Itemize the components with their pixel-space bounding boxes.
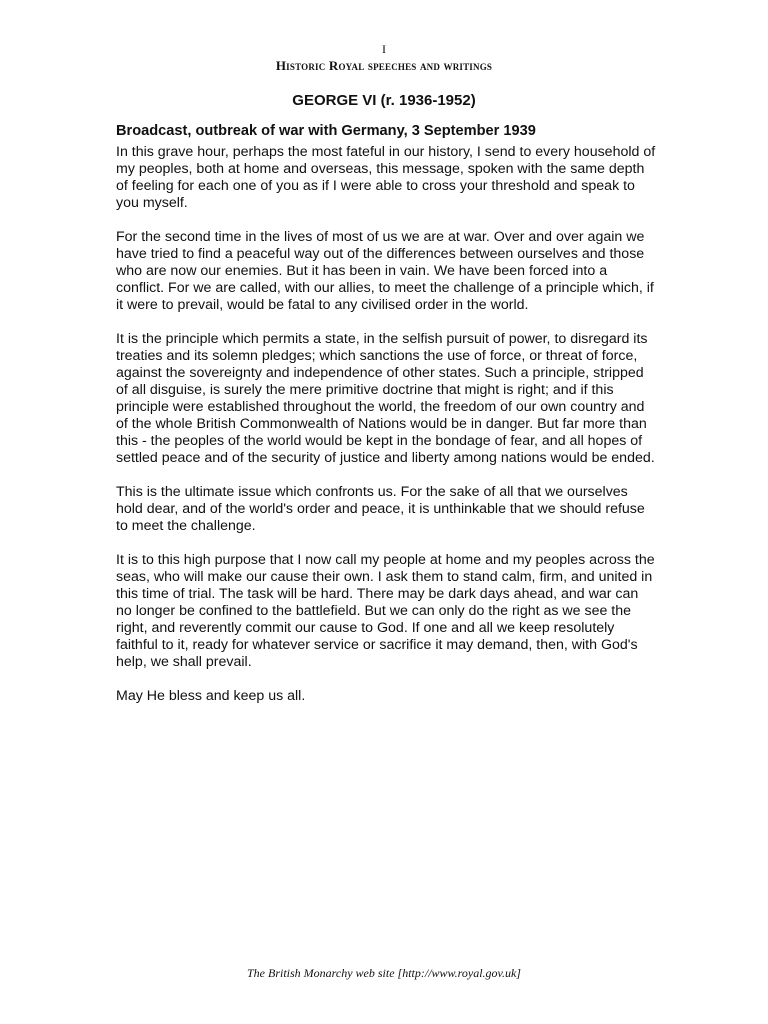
speech-title: Broadcast, outbreak of war with Germany, 3 September 1939 bbox=[116, 123, 536, 139]
monarch-heading: GEORGE VI (r. 1936-1952) bbox=[292, 92, 476, 109]
speech-paragraph: This is the ultimate issue which confronts us. For the sake of all that we ourselves hold dear, and of the world's order and peace, it is unthinkable that we should refuse to meet the challenge. bbox=[116, 484, 645, 534]
page-footer: The British Monarchy web site [http://www.royal.gov.uk] bbox=[247, 966, 521, 980]
speech-paragraph: For the second time in the lives of most of us we are at war. Over and over again we have tried to find a peaceful way out of the differences between ourselves and those who are now our enemies. But it has been in vain. We have been forced into a conflict. For we are called, with our allies, to meet the challenge of a principle which, if it were to prevail, would be fatal to any civilised order in the world. bbox=[116, 229, 654, 313]
speech-paragraph: In this grave hour, perhaps the most fateful in our history, I send to every household of my peoples, both at home and overseas, this message, spoken with the same depth of feeling for each one of you as if I were able to cross your threshold and speak to you myself. bbox=[116, 144, 656, 211]
speech-paragraph: It is the principle which permits a state, in the selfish pursuit of power, to disregard its treaties and its solemn pledges; which sanctions the use of force, or threat of force, against the sovereignty and independence of other states. Such a principle, stripped of all disguise, is surely the mere primitive doctrine that might is right; and if this principle were established throughout the world, the freedom of our own country and of the whole British Commonwealth of Nations would be in danger. But far more than this - the peoples of the world would be kept in the bondage of fear, and all hopes of settled peace and of the security of justice and liberty among nations would be ended. bbox=[116, 331, 655, 466]
collection-title: Historic Royal speeches and writings bbox=[275, 58, 493, 73]
speech-paragraph: It is to this high purpose that I now call my people at home and my peoples across the seas, who will make our cause their own. I ask them to stand calm, firm, and united in this time of trial. The task will be hard. There may be dark days ahead, and war can no longer be confined to the battlefield. But we can only do the right as we see the right, and reverently commit our cause to God. If one and all we keep resolutely faithful to it, ready for whatever service or sacrifice it may demand, then, with God's help, we shall prevail. bbox=[116, 552, 655, 670]
page-number: I bbox=[382, 42, 386, 56]
speech-paragraph: May He bless and keep us all. bbox=[116, 688, 306, 704]
speech-content bbox=[116, 122, 656, 722]
